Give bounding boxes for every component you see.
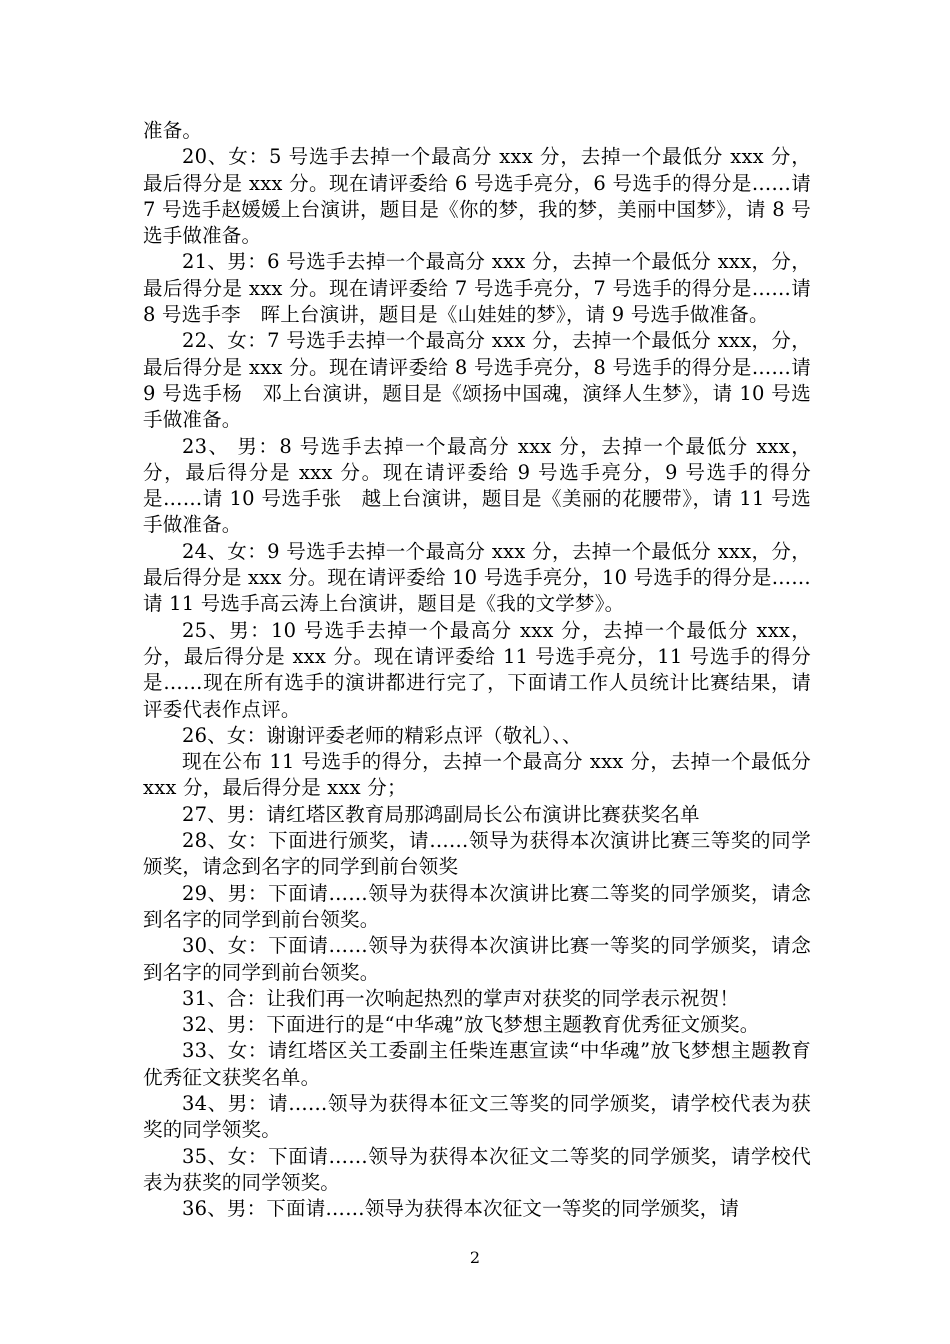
- paragraph-30: 30、女：下面请……领导为获得本次演讲比赛一等奖的同学颁奖，请念到名字的同学到前台领奖。: [143, 934, 811, 984]
- document-body: [143, 118, 811, 1222]
- paragraph-22: 22、女：7 号选手去掉一个最高分 xxx 分，去掉一个最低分 xxx，分，最后得分是 xxx 分。现在请评委给 8 号选手亮分，8 号选手的得分是……请 9 号选手杨 邓上台演讲，题目是《颂扬中国魂，演绎人生梦》，请 10 号选手做准备。: [143, 329, 811, 432]
- paragraph-35: 35、女：下面请……领导为获得本次征文二等奖的同学颁奖，请学校代表为获奖的同学领奖。: [143, 1144, 811, 1194]
- paragraph-28: 28、女：下面进行颁奖，请……领导为获得本次演讲比赛三等奖的同学颁奖，请念到名字的同学到前台领奖: [143, 829, 811, 879]
- page-number: 2: [469, 1248, 481, 1267]
- paragraph-31: 31、合：让我们再一次响起热烈的掌声对获奖的同学表示祝贺！: [182, 986, 740, 1010]
- paragraph-21: 21、男：6 号选手去掉一个最高分 xxx 分，去掉一个最低分 xxx，分，最后得分是 xxx 分。现在请评委给 7 号选手亮分，7 号选手的得分是……请 8 号选手李 晖上台演讲，题目是《山娃娃的梦》，请 9 号选手做准备。: [143, 250, 811, 327]
- paragraph-27: 27、男：请红塔区教育局那鸿副局长公布演讲比赛获奖名单: [182, 802, 700, 826]
- paragraph-20: 20、女：5 号选手去掉一个最高分 xxx 分，去掉一个最低分 xxx 分，最后得分是 xxx 分。现在请评委给 6 号选手亮分，6 号选手的得分是……请 7 号选手赵媛媛上台演讲，题目是《你的梦，我的梦，美丽中国梦》，请 8 号选手做准备。: [143, 145, 811, 248]
- paragraph-0: 准备。: [143, 119, 203, 142]
- paragraph-36: 36、男：下面请……领导为获得本次征文一等奖的同学颁奖，请: [182, 1197, 740, 1221]
- paragraph-25: 25、男：10 号选手去掉一个最高分 xxx 分，去掉一个最低分 xxx，分，最后得分是 xxx 分。现在请评委给 11 号选手亮分，11 号选手的得分是……现在所有选手的演讲都进行完了，下面请工作人员统计比赛结果，请评委代表作点评。: [143, 618, 811, 721]
- paragraph-26: 26、女：谢谢评委老师的精彩点评（敬礼）、、: [182, 723, 582, 747]
- paragraph-33: 33、女：请红塔区关工委副主任柴连惠宣读“中华魂”放飞梦想主题教育优秀征文获奖名单。: [143, 1039, 811, 1089]
- paragraph-24: 24、女：9 号选手去掉一个最高分 xxx 分，去掉一个最低分 xxx，分，最后得分是 xxx 分。现在请评委给 10 号选手亮分，10 号选手的得分是……请 11 号选手高云涛上台演讲，题目是《我的文学梦》。: [143, 539, 811, 616]
- paragraph-34: 34、男：请……领导为获得本征文三等奖的同学颁奖，请学校代表为获奖的同学领奖。: [143, 1091, 811, 1142]
- paragraph-26-continued: 现在公布 11 号选手的得分，去掉一个最高分 xxx 分，去掉一个最低分 xxx 分，最后得分是 xxx 分；: [143, 750, 811, 800]
- paragraph-29: 29、男：下面请……领导为获得本次演讲比赛二等奖的同学颁奖，请念到名字的同学到前台领奖。: [143, 881, 811, 931]
- paragraph-32: 32、男：下面进行的是“中华魂”放飞梦想主题教育优秀征文颁奖。: [182, 1013, 760, 1037]
- paragraph-23: 23、 男：8 号选手去掉一个最高分 xxx 分，去掉一个最低分 xxx，分，最后得分是 xxx 分。现在请评委给 9 号选手亮分，9 号选手的得分是……请 10 号选手张 越上台演讲，题目是《美丽的花腰带》，请 11 号选手做准备。: [143, 434, 811, 537]
